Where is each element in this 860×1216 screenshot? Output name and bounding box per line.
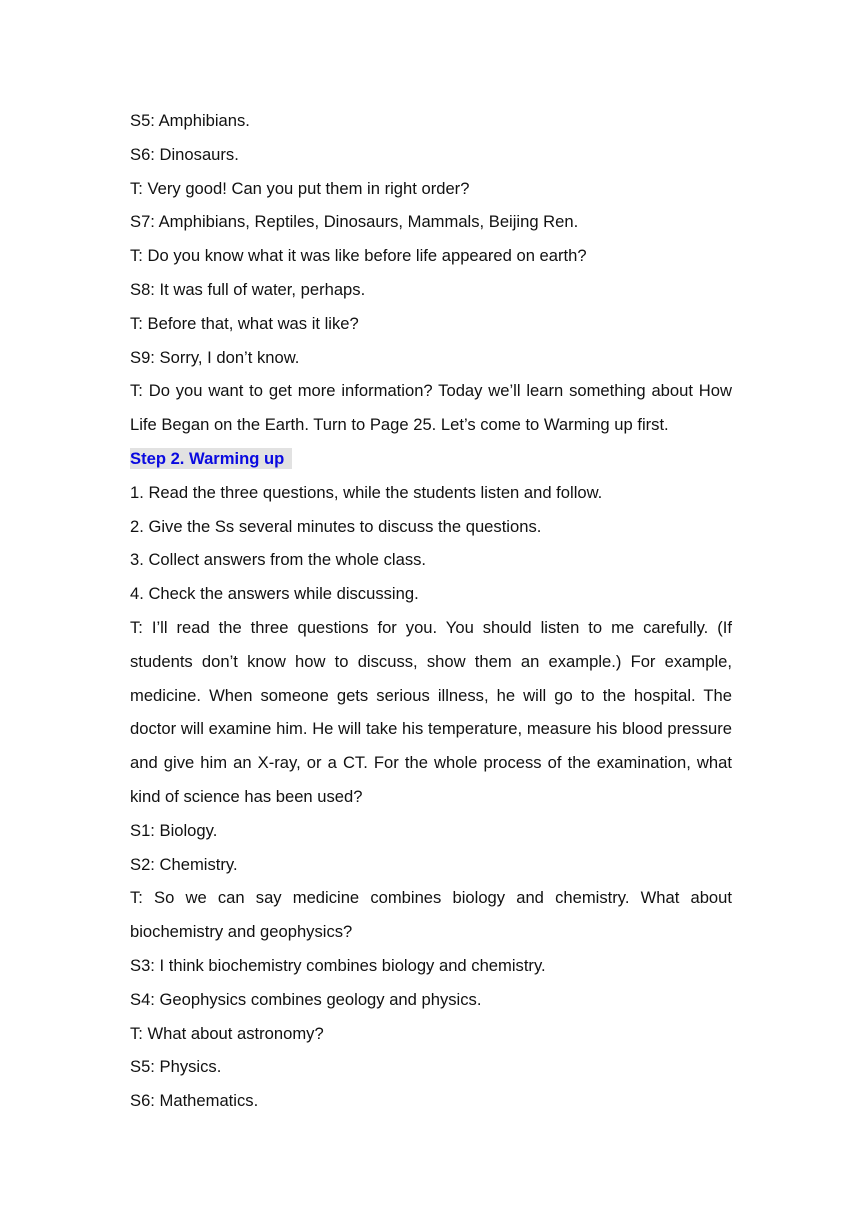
step-heading-text: Step 2. Warming up bbox=[130, 448, 292, 469]
step-item: 1. Read the three questions, while the students listen and follow. bbox=[130, 482, 603, 502]
example-paragraph: T: I’ll read the three questions for you. You should listen to me carefully. (If students don’t know how to discuss, show them an example.) For example, medicine. When someone gets serious illness, he will go to the hospital. The doctor will examine him. He will take his temperature, measure his blood pressure and give him an X-ray, or a CT. For the whole process of the examination, what kind of science has been used? bbox=[130, 617, 732, 806]
dialogue-line: S6: Dinosaurs. bbox=[130, 144, 239, 164]
dialogue-line: S3: I think biochemistry combines biology and chemistry. bbox=[130, 955, 546, 975]
dialogue-line: S8: It was full of water, perhaps. bbox=[130, 279, 366, 299]
step-item: 4. Check the answers while discussing. bbox=[130, 584, 419, 604]
dialogue-line: T: Before that, what was it like? bbox=[130, 313, 359, 333]
dialogue-line: S5: Physics. bbox=[130, 1057, 222, 1077]
step-item: 3. Collect answers from the whole class. bbox=[130, 550, 427, 570]
dialogue-line: S4: Geophysics combines geology and physics. bbox=[130, 989, 482, 1009]
dialogue-line: S6: Mathematics. bbox=[130, 1091, 259, 1111]
document-body bbox=[130, 104, 732, 1118]
dialogue-line: T: What about astronomy? bbox=[130, 1023, 324, 1043]
step-item: 2. Give the Ss several minutes to discuss the questions. bbox=[130, 516, 542, 536]
dialogue-line: S2: Chemistry. bbox=[130, 854, 238, 874]
dialogue-line: S7: Amphibians, Reptiles, Dinosaurs, Mammals, Beijing Ren. bbox=[130, 212, 579, 232]
dialogue-line: S1: Biology. bbox=[130, 820, 218, 840]
dialogue-line: S5: Amphibians. bbox=[130, 111, 250, 130]
step-heading bbox=[130, 442, 732, 476]
dialogue-line: T: Very good! Can you put them in right order? bbox=[130, 178, 470, 198]
intro-paragraph: T: Do you want to get more information? Today we’ll learn something about How Life Began on the Earth. Turn to Page 25. Let’s come to Warming up first. bbox=[130, 381, 732, 435]
dialogue-line: T: Do you know what it was like before life appeared on earth? bbox=[130, 246, 587, 266]
medicine-paragraph: T: So we can say medicine combines biology and chemistry. What about biochemistry and geophysics? bbox=[130, 888, 732, 942]
dialogue-line: S9: Sorry, I don’t know. bbox=[130, 347, 300, 367]
